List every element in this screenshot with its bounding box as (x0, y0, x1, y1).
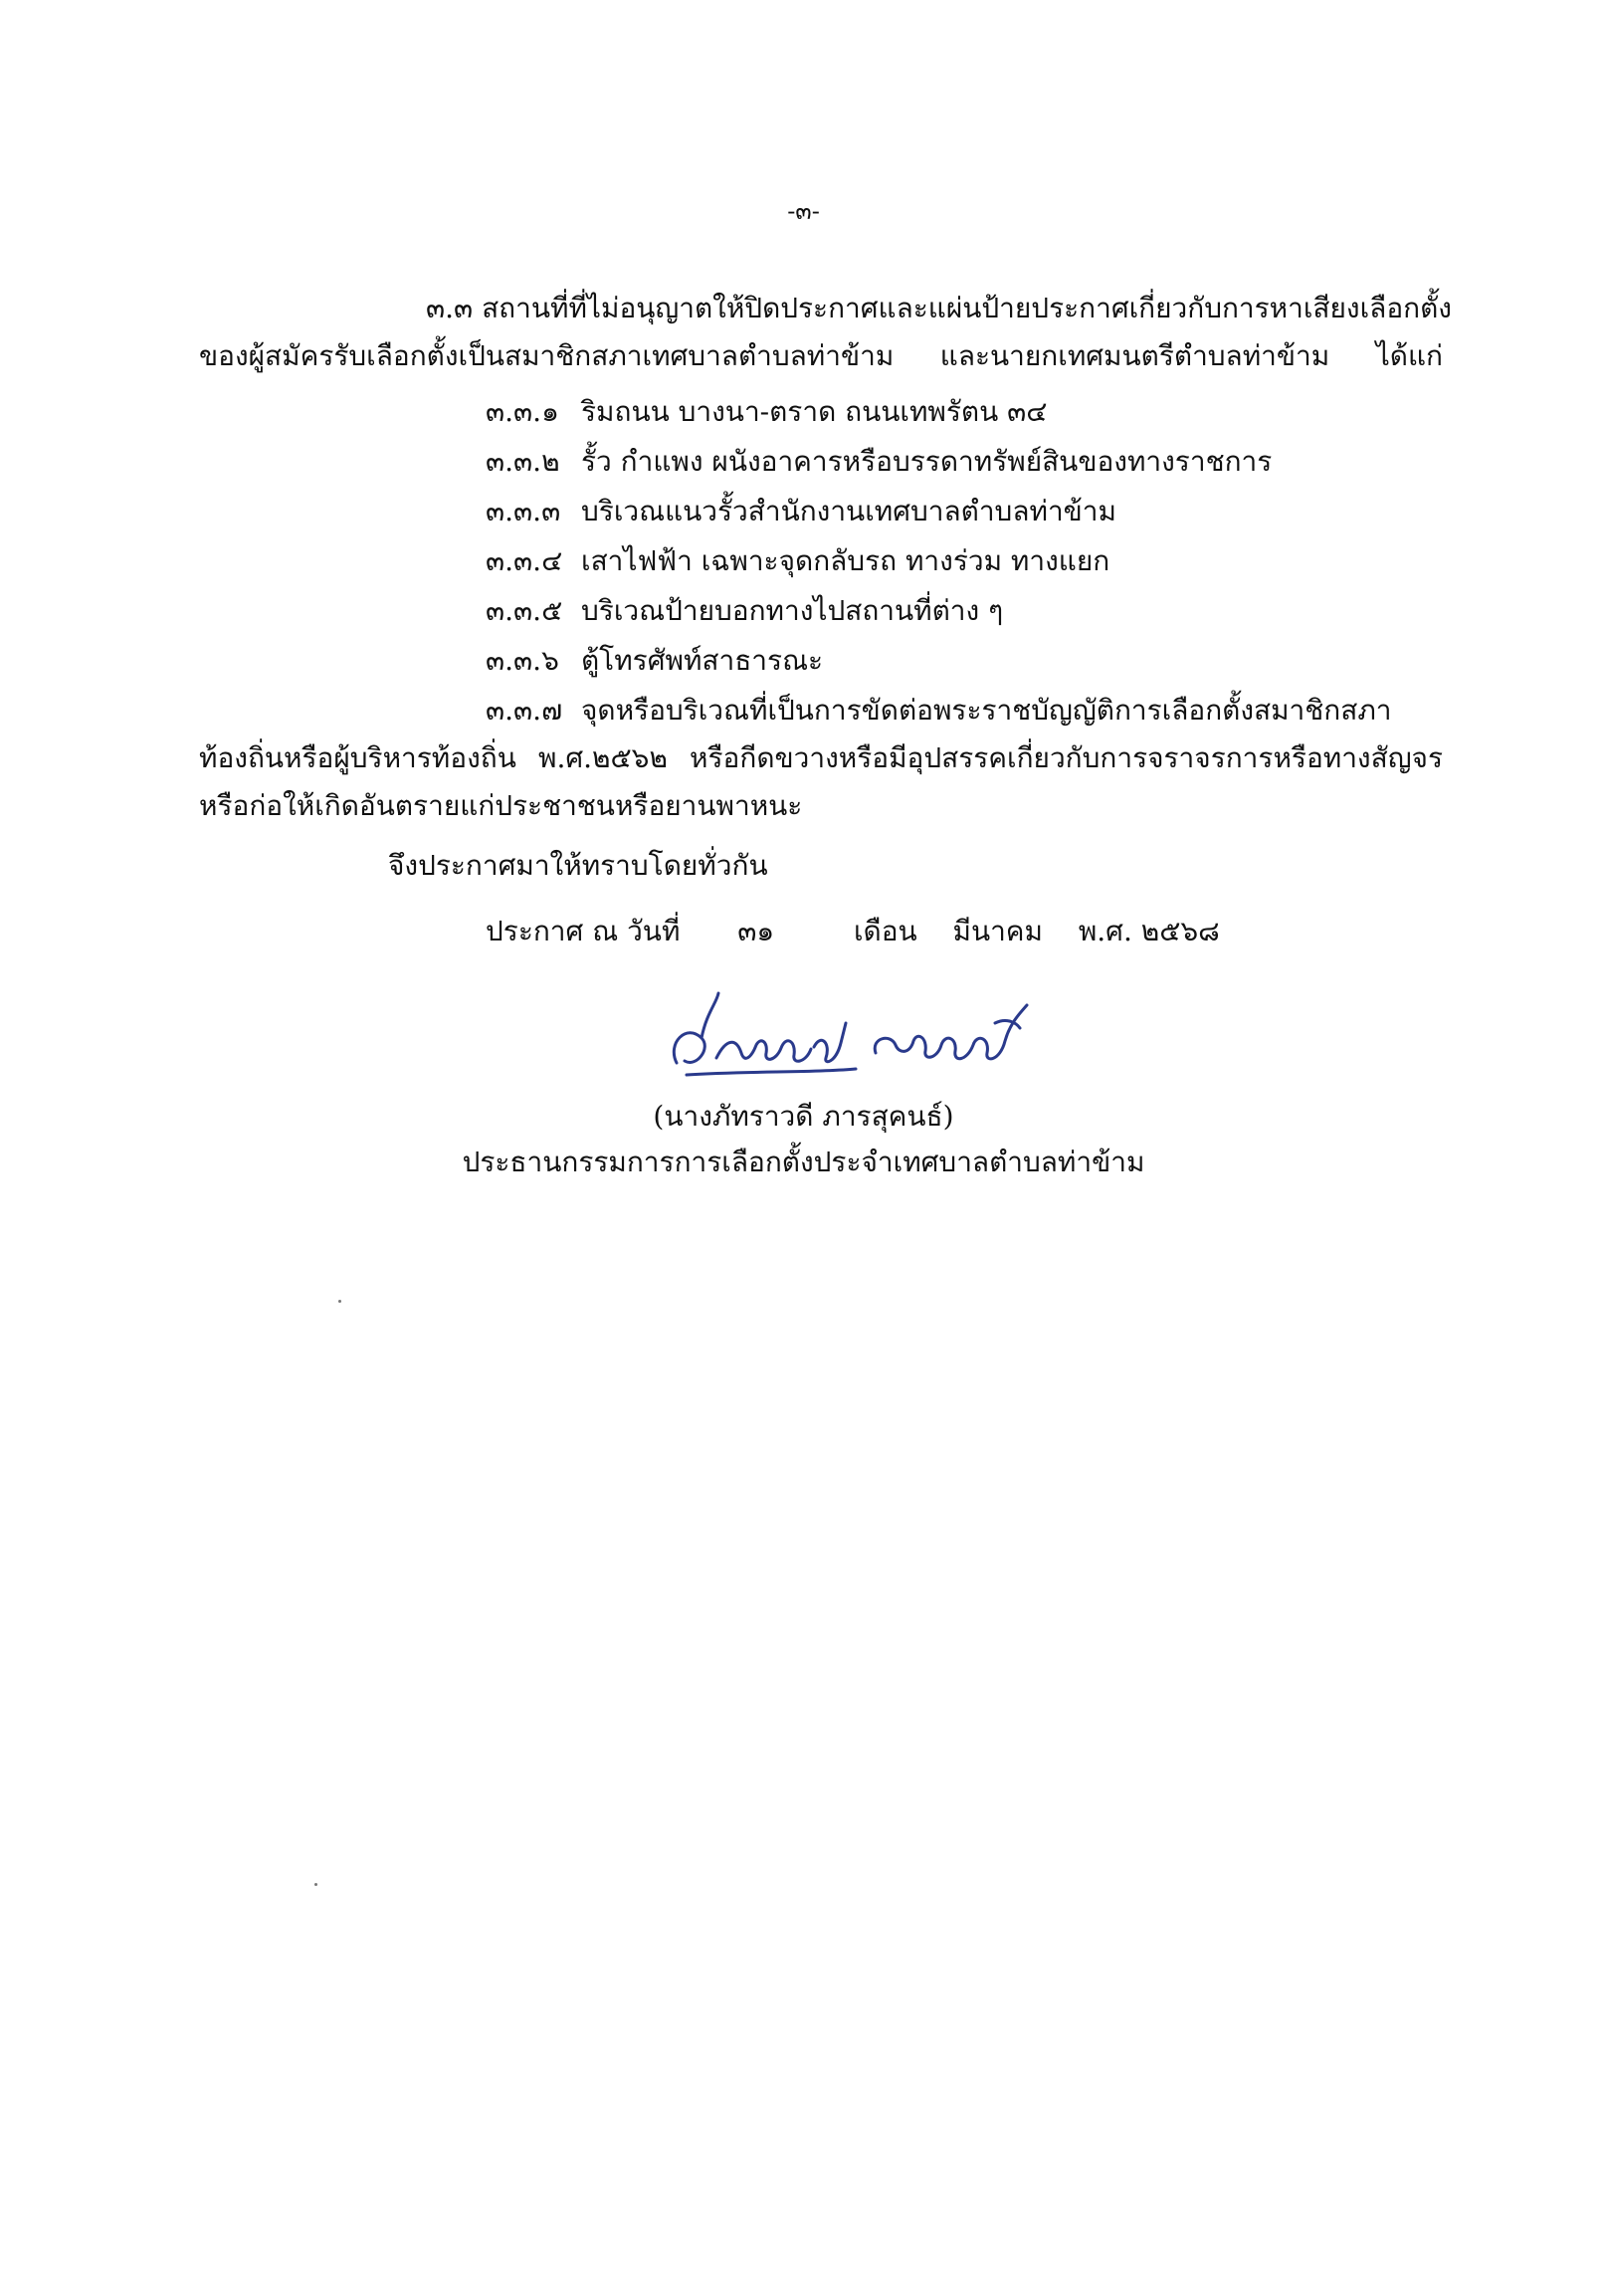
list-item-number: ๓.๓.๖ (486, 644, 559, 677)
date-year: พ.ศ. ๒๕๖๘ (1078, 915, 1220, 947)
item-7-continuation-line: ท้องถิ่นหรือผู้บริหารท้องถิ่น พ.ศ.๒๕๖๒ หรือกีดขวางหรือมีอุปสรรคเกี่ยวกับการจราจรการหรือทางสัญจร (199, 741, 1443, 774)
list-item-number: ๓.๓.๕ (486, 594, 563, 627)
list-item-text: บริเวณป้ายบอกทางไปสถานที่ต่าง ๆ (581, 594, 1004, 627)
section-heading-line: ๓.๓ สถานที่ที่ไม่อนุญาตให้ปิดประกาศและแผ่นป้ายประกาศเกี่ยวกับการหาเสียงเลือกตั้ง (426, 292, 1452, 324)
list-item-number: ๓.๓.๓ (486, 495, 561, 527)
list-item (486, 543, 1443, 579)
date-prefix: ประกาศ ณ วันที่ (486, 915, 681, 947)
list-item-text: ริมถนน บางนา-ตราด ถนนเทพรัตน ๓๔ (581, 395, 1048, 428)
handwritten-signature (657, 983, 1055, 1093)
list-item (486, 693, 1443, 729)
scan-speck (314, 1883, 317, 1886)
closing-statement: จึงประกาศมาให้ทราบโดยทั่วกัน (388, 849, 768, 882)
date-month: มีนาคม (952, 915, 1043, 947)
scan-speck (338, 1300, 341, 1303)
announcement-date (486, 914, 1220, 949)
section-continuation-line: ของผู้สมัครรับเลือกตั้งเป็นสมาชิกสภาเทศบาลตำบลท่าข้าม และนายกเทศมนตรีตำบลท่าข้าม ได้แก่ (199, 339, 1443, 372)
list-item-text: รั้ว กำแพง ผนังอาคารหรือบรรดาทรัพย์สินของทางราชการ (581, 445, 1273, 478)
signatory-title: ประธานกรรมการการเลือกตั้งประจำเทศบาลตำบลท่าข้าม (462, 1146, 1145, 1178)
page-number: -๓- (787, 197, 820, 225)
list-item (486, 444, 1443, 480)
list-item (486, 643, 1443, 679)
list-item-text: เสาไฟฟ้า เฉพาะจุดกลับรถ ทางร่วม ทางแยก (581, 544, 1110, 577)
list-item-number: ๓.๓.๔ (486, 544, 563, 577)
signatory-name: (นางภัทราวดี ภารสุคนธ์) (653, 1100, 954, 1133)
list-item-text: จุดหรือบริเวณที่เป็นการขัดต่อพระราชบัญญัติการเลือกตั้งสมาชิกสภา (581, 694, 1392, 727)
list-item-number: ๓.๓.๑ (486, 395, 559, 428)
list-item-number: ๓.๓.๗ (486, 694, 563, 727)
date-month-label: เดือน (853, 915, 917, 947)
list-item (486, 494, 1443, 529)
list-item (486, 394, 1443, 430)
list-item-number: ๓.๓.๒ (486, 445, 560, 478)
list-item-text: ตู้โทรศัพท์สาธารณะ (581, 644, 824, 677)
list-item-text: บริเวณแนวรั้วสำนักงานเทศบาลตำบลท่าข้าม (581, 495, 1116, 527)
item-7-continuation-line: หรือก่อให้เกิดอันตรายแก่ประชาชนหรือยานพาหนะ (199, 789, 803, 822)
list-item (486, 593, 1443, 629)
date-day: ๓๑ (737, 915, 775, 947)
